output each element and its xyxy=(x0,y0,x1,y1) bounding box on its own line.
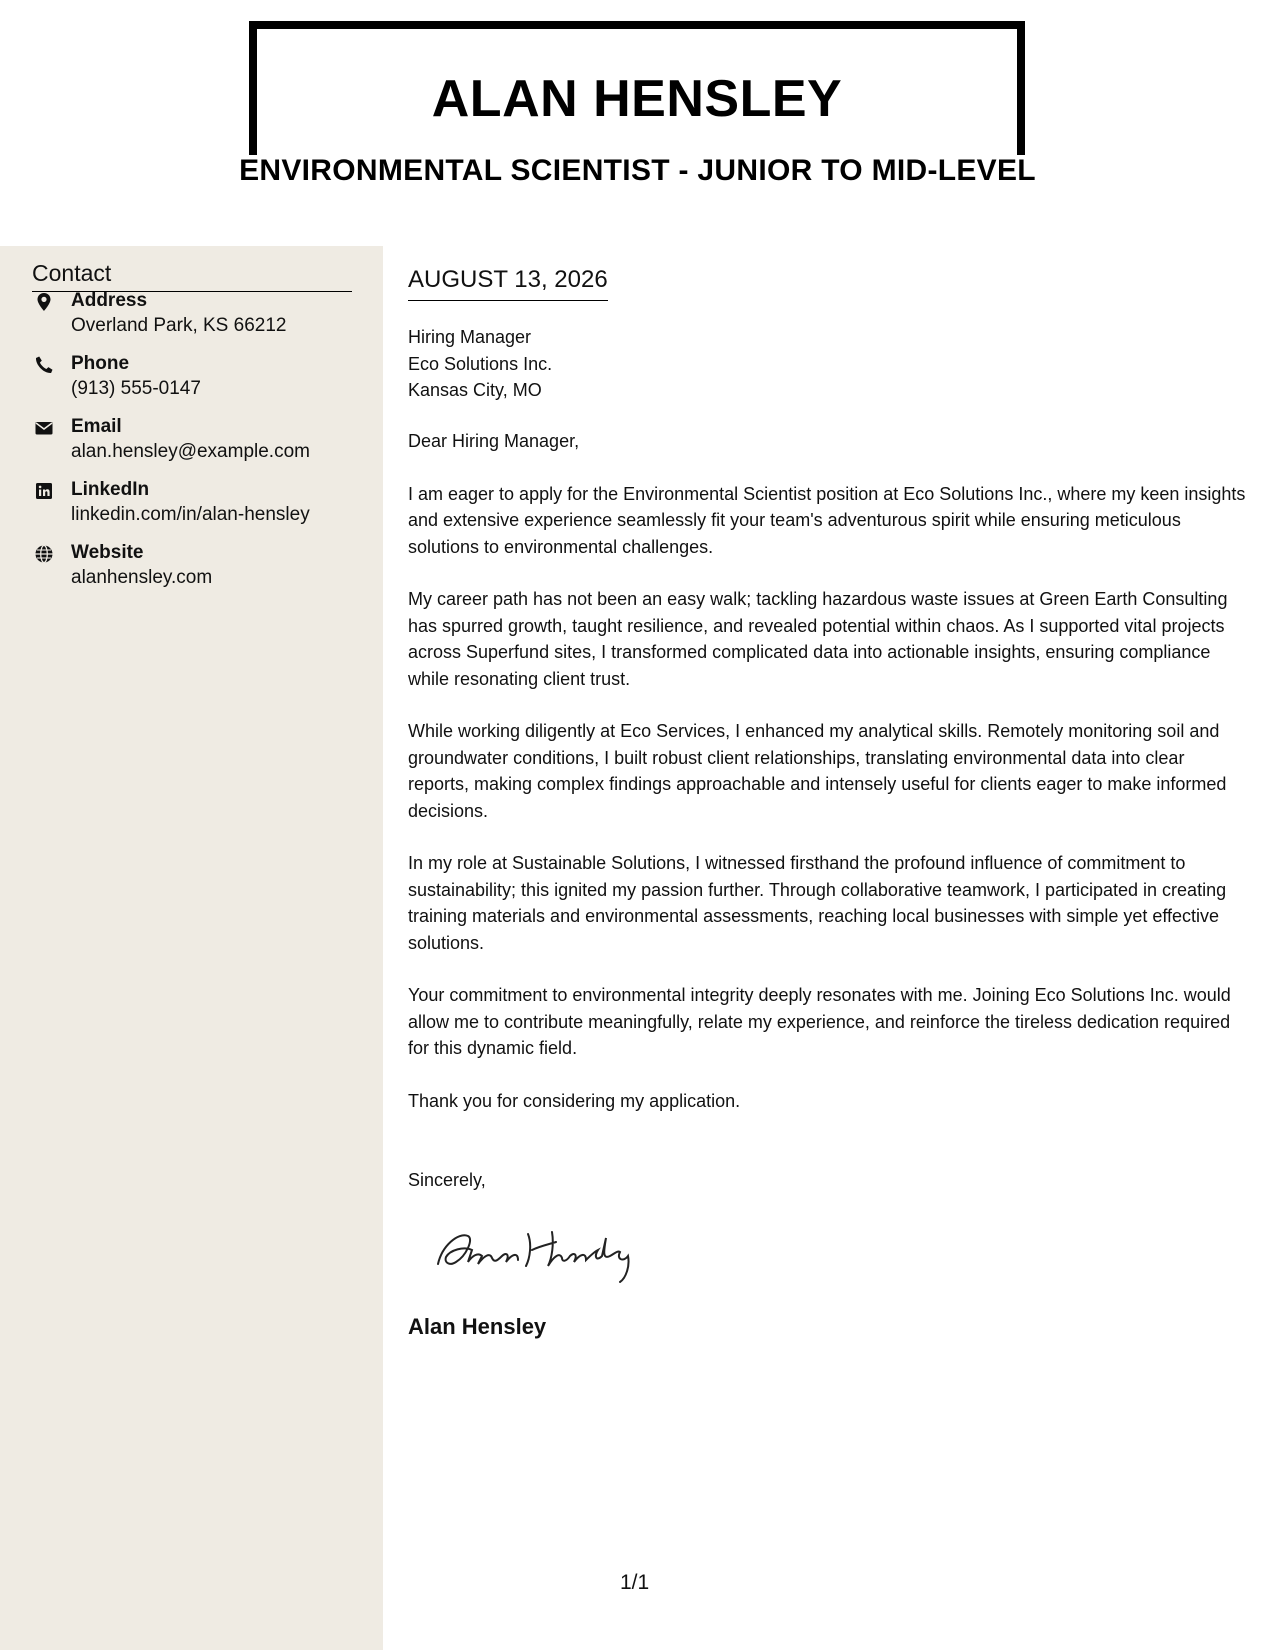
name-frame xyxy=(249,21,1025,155)
page-number: 1/1 xyxy=(620,1571,650,1594)
linkedin-icon xyxy=(34,481,54,501)
recipient-line: Hiring Manager xyxy=(408,327,532,347)
contact-label: Website xyxy=(71,542,144,563)
salutation: Dear Hiring Manager, xyxy=(408,431,580,451)
contact-label: Email xyxy=(71,416,122,437)
phone-icon xyxy=(34,355,54,375)
contact-sidebar xyxy=(0,246,383,1650)
email-value: alan.hensley@example.com xyxy=(71,441,310,462)
phone-value: (913) 555-0147 xyxy=(71,378,201,399)
envelope-icon xyxy=(34,418,54,438)
recipient-block xyxy=(408,324,552,404)
letter-header xyxy=(0,0,1275,246)
letter-paragraph: In my role at Sustainable Solutions, I witnessed firsthand the profound influence of commitment to sustainability; this ignited my passion further. Through collaborative teamwork, I participated in creating training materials and environmental assessments, reaching local businesses with simple yet effective solutions. xyxy=(408,853,1227,953)
letter-content xyxy=(408,428,1248,1140)
signer-name: Alan Hensley xyxy=(408,1314,547,1339)
contact-label: LinkedIn xyxy=(71,479,150,500)
map-pin-icon xyxy=(34,292,54,312)
contact-label: Address xyxy=(71,290,148,311)
recipient-line: Eco Solutions Inc. xyxy=(408,353,553,374)
letter-paragraph: While working diligently at Eco Services, I enhanced my analytical skills. Remotely monitoring soil and groundwater conditions, I built robust client relationships, translating environmental data into clear reports, making complex findings approachable and intensely useful for clients eager to make informed decisions. xyxy=(408,721,1227,821)
job-title: ENVIRONMENTAL SCIENTIST - JUNIOR TO MID-LEVEL xyxy=(239,154,1036,187)
contact-label: Phone xyxy=(71,353,130,374)
applicant-name: ALAN HENSLEY xyxy=(431,70,843,128)
address-value: Overland Park, KS 66212 xyxy=(71,315,287,336)
letter-paragraph: My career path has not been an easy walk; tackling hazardous waste issues at Green Earth Consulting has spurred growth, taught resilience, and revealed potential within chaos. As I supported vital projects across Superfund sites, I transformed complicated data into actionable insights, ensuring compliance while resonating client trust. xyxy=(408,589,1228,689)
contact-heading: Contact xyxy=(32,260,352,292)
letter-paragraph: Thank you for considering my application. xyxy=(408,1090,741,1111)
website-value: alanhensley.com xyxy=(71,567,213,588)
linkedin-value: linkedin.com/in/alan-hensley xyxy=(71,504,310,525)
globe-icon xyxy=(34,544,54,564)
handwritten-signature xyxy=(428,1216,658,1286)
recipient-line: Kansas City, MO xyxy=(408,380,542,400)
letter-paragraph: Your commitment to environmental integrity deeply resonates with me. Joining Eco Solutions Inc. would allow me to contribute meaningfully, relate my experience, and reinforce the tireless dedication required for this dynamic field. xyxy=(408,985,1231,1058)
closing: Sincerely, xyxy=(408,1170,486,1190)
letter-paragraph: I am eager to apply for the Environmental Scientist position at Eco Solutions Inc., where my keen insights and extensive experience seamlessly fit your team's adventurous spirit while ensuring meticulous solutions to environmental challenges. xyxy=(408,483,1246,557)
letter-date: AUGUST 13, 2026 xyxy=(408,266,608,301)
